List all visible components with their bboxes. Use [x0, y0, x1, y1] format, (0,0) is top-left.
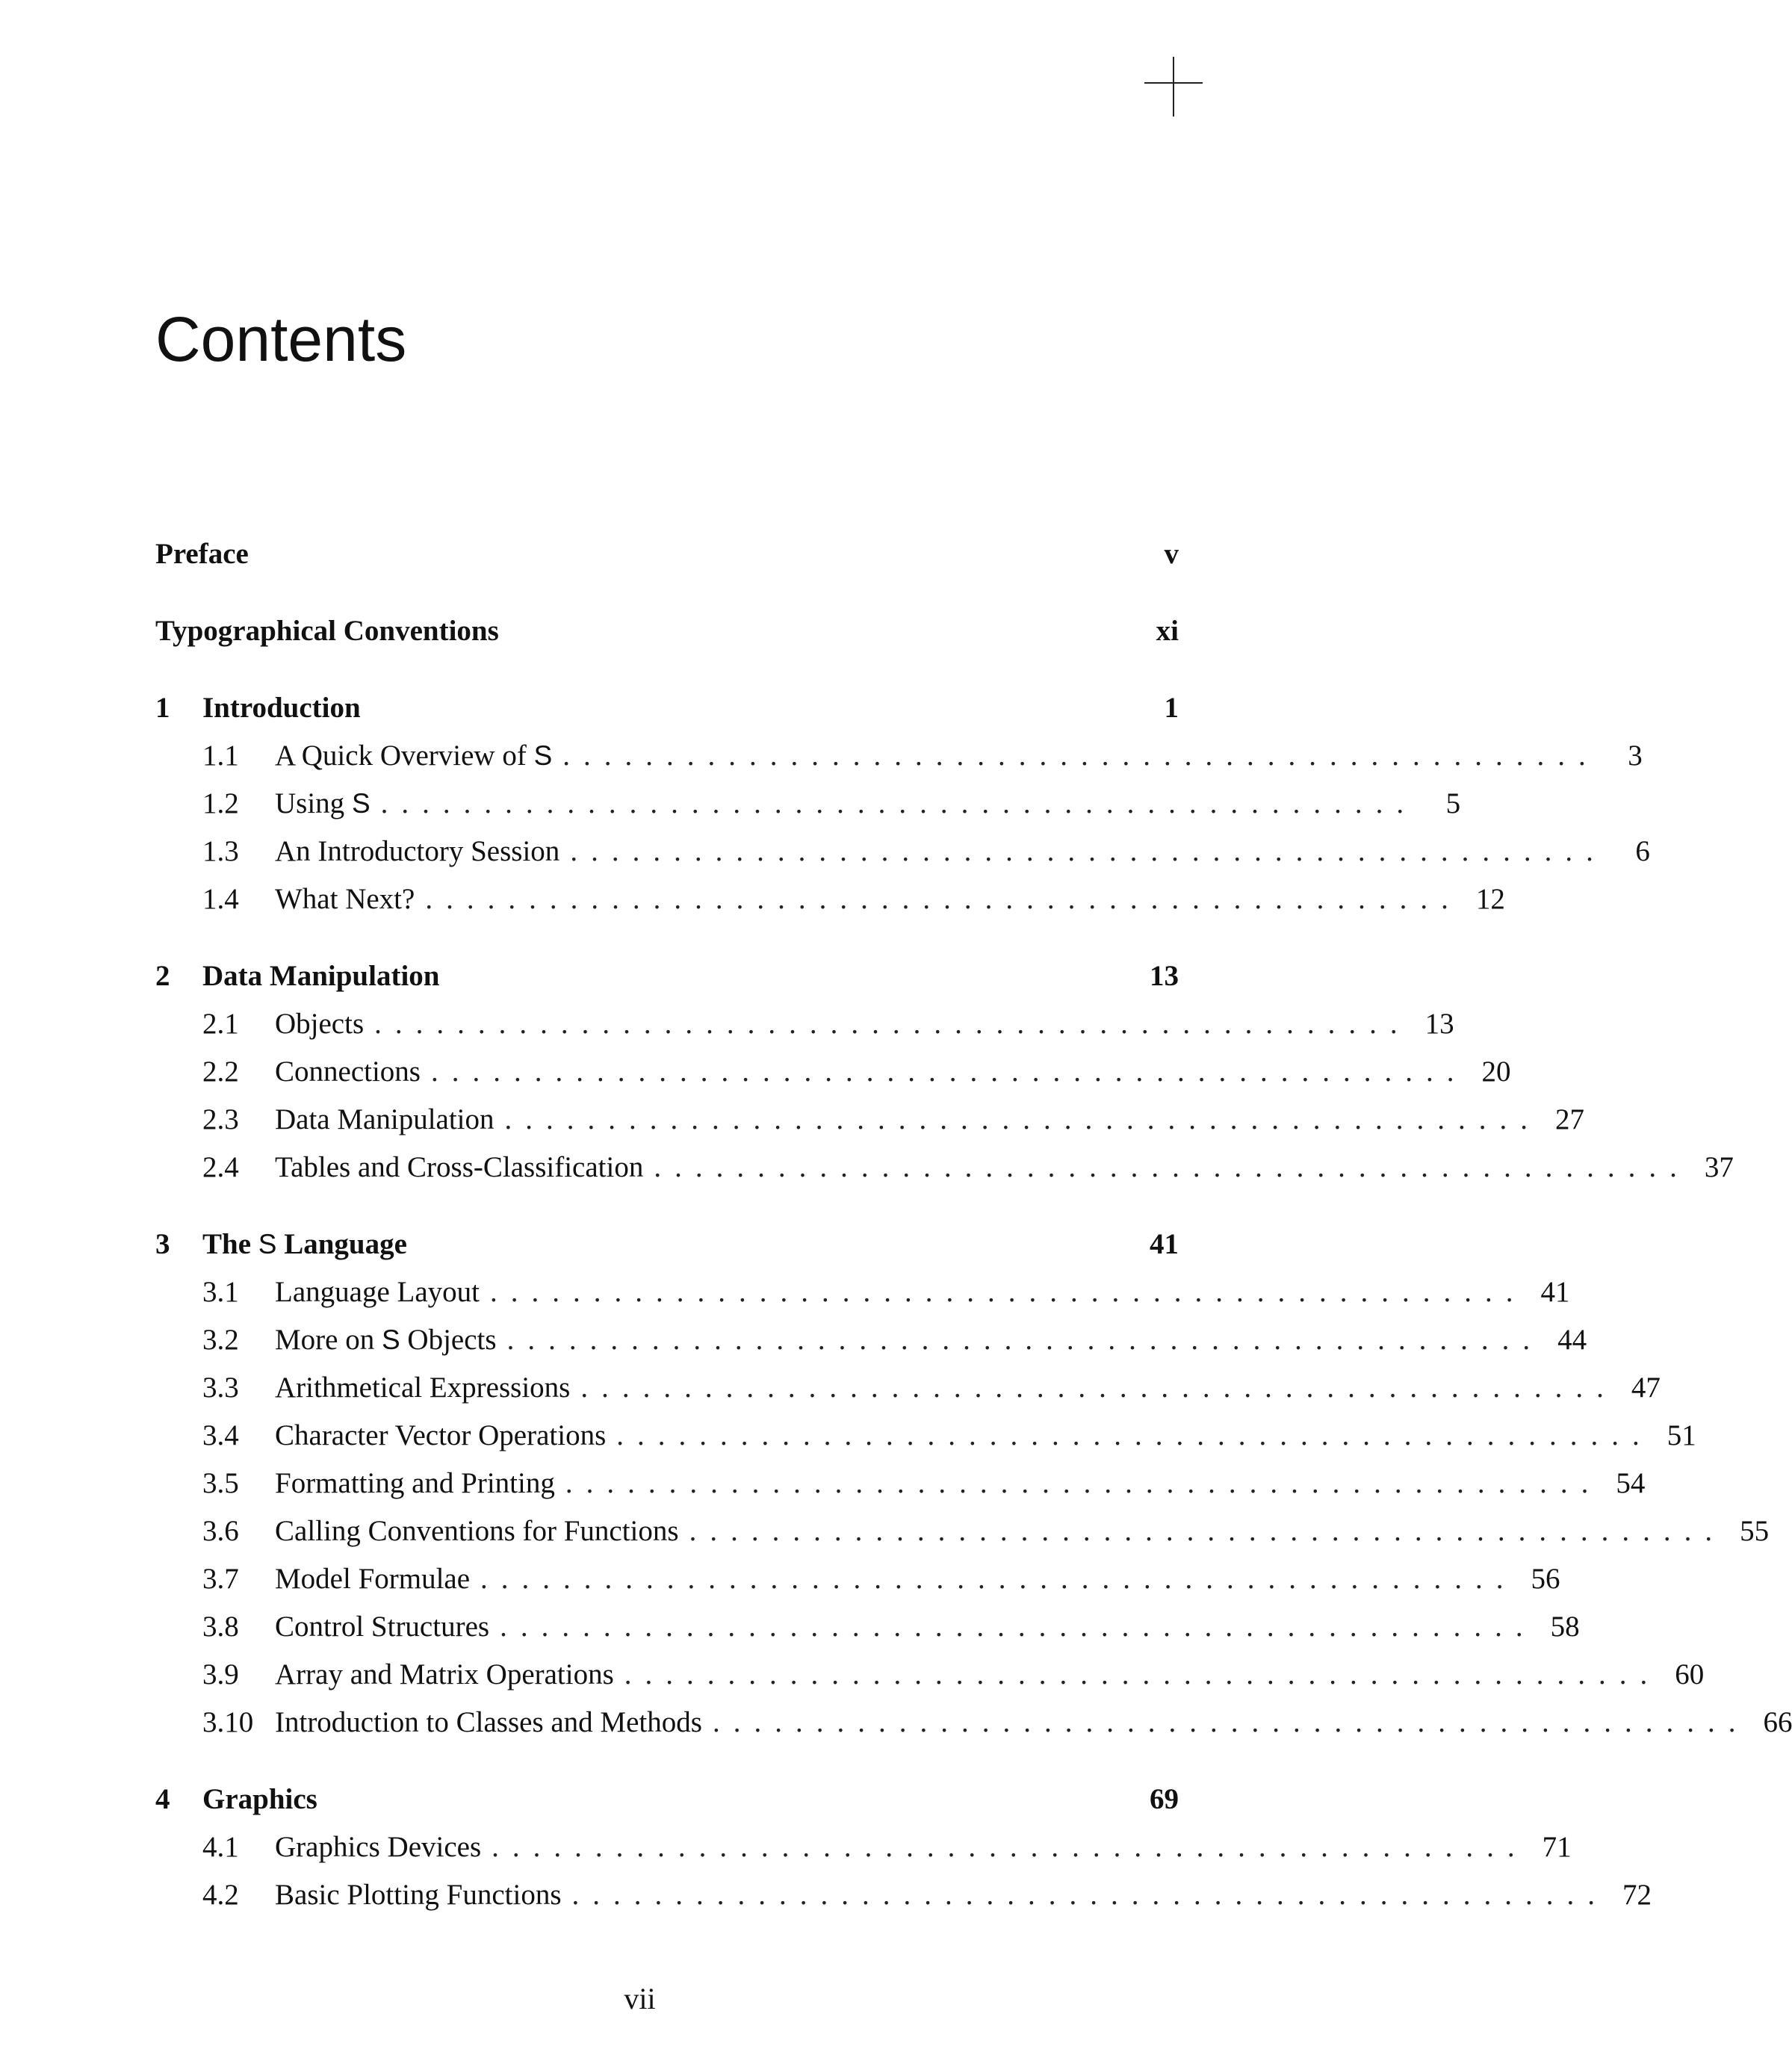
dot-leader: .................................................. [430, 1056, 1468, 1088]
toc-entry-label: Preface [155, 538, 249, 570]
dot-leader: .................................................. [562, 740, 1599, 772]
toc-section-2-2[interactable] [155, 1056, 1511, 1088]
section-page: 44 [1557, 1324, 1587, 1356]
section-number: 3.3 [202, 1372, 239, 1404]
dot-leader: .................................................. [654, 1151, 1690, 1183]
section-number: 3.8 [202, 1611, 239, 1643]
dot-leader: .................................................. [425, 883, 1462, 915]
section-number: 3.4 [202, 1419, 239, 1451]
section-number: 2.3 [202, 1103, 239, 1135]
section-number: 3.2 [202, 1324, 239, 1356]
dot-leader: .................................................. [492, 1831, 1528, 1863]
toc-section-3-6[interactable] [155, 1515, 1770, 1547]
section-number: 2.4 [202, 1151, 239, 1183]
section-number: 3.5 [202, 1467, 239, 1499]
section-title: Model Formulae [275, 1563, 471, 1595]
dot-leader: .................................................. [571, 1879, 1609, 1911]
dot-leader: .................................................. [374, 1008, 1411, 1040]
section-page: 13 [1424, 1008, 1454, 1040]
section-title: Formatting and Printing [275, 1467, 555, 1499]
toc-section-1-1[interactable] [155, 740, 1643, 772]
section-title: Language Layout [275, 1276, 480, 1308]
section-title: Connections [275, 1056, 421, 1088]
section-number: 3.1 [202, 1276, 239, 1308]
chapter-page: 1 [1164, 692, 1179, 724]
toc-chapter-2[interactable] [155, 961, 1179, 991]
section-page: 27 [1555, 1103, 1585, 1135]
section-page: 56 [1531, 1563, 1560, 1595]
section-title: Introduction to Classes and Methods [275, 1706, 702, 1738]
toc-chapter-4[interactable] [155, 1785, 1179, 1814]
chapter-number: 4 [155, 1783, 170, 1815]
section-page: 37 [1704, 1151, 1734, 1183]
section-title: An Introductory Session [275, 835, 560, 867]
section-number: 1.2 [202, 787, 239, 819]
dot-leader: .................................................. [570, 835, 1607, 867]
toc-chapter-3[interactable] [155, 1230, 1179, 1259]
dot-leader: .................................................. [489, 1276, 1527, 1308]
section-number: 1.4 [202, 883, 239, 915]
section-number: 3.7 [202, 1563, 239, 1595]
page-number-footer: vii [624, 1982, 656, 2015]
toc-section-3-8[interactable] [155, 1611, 1580, 1643]
section-page: 20 [1481, 1056, 1511, 1088]
chapter-title: The S Language [202, 1228, 407, 1260]
dot-leader: .................................................. [565, 1467, 1602, 1499]
section-page: 41 [1540, 1276, 1570, 1308]
toc-section-2-3[interactable] [155, 1103, 1585, 1135]
dot-leader: .................................................. [624, 1658, 1661, 1690]
toc-section-3-9[interactable] [155, 1658, 1705, 1690]
toc-chapter-1[interactable] [155, 693, 1179, 722]
section-title: Control Structures [275, 1611, 490, 1643]
section-number: 4.1 [202, 1831, 239, 1863]
toc-section-2-4[interactable] [155, 1151, 1734, 1183]
toc-section-3-3[interactable] [155, 1372, 1661, 1404]
chapter-number: 2 [155, 960, 170, 992]
section-title: Graphics Devices [275, 1831, 482, 1863]
section-page: 72 [1622, 1879, 1652, 1911]
section-page: 71 [1542, 1831, 1572, 1863]
chapter-number: 3 [155, 1228, 170, 1260]
toc-section-3-10[interactable] [155, 1706, 1792, 1738]
toc-entry-typographical-conventions[interactable] [155, 616, 1179, 645]
table-of-contents [155, 538, 1792, 1911]
dot-leader: .................................................. [480, 1563, 1517, 1595]
chapter-page: 69 [1150, 1783, 1179, 1815]
section-number: 1.3 [202, 835, 239, 867]
section-title: Tables and Cross-Classification [275, 1151, 644, 1183]
section-title: What Next? [275, 883, 415, 915]
section-number: 2.2 [202, 1056, 239, 1088]
toc-section-1-3[interactable] [155, 835, 1650, 867]
section-title: Arithmetical Expressions [275, 1372, 571, 1404]
chapter-title: Introduction [202, 692, 361, 724]
toc-section-3-1[interactable] [155, 1276, 1570, 1308]
section-number: 1.1 [202, 740, 239, 772]
toc-section-3-5[interactable] [155, 1467, 1646, 1499]
section-number: 2.1 [202, 1008, 239, 1040]
section-page: 47 [1631, 1372, 1661, 1404]
section-page: 3 [1628, 740, 1643, 772]
toc-section-1-4[interactable] [155, 883, 1505, 915]
section-title: Character Vector Operations [275, 1419, 607, 1451]
page-title: Contents [155, 304, 407, 374]
section-page: 54 [1616, 1467, 1646, 1499]
chapter-page: 13 [1150, 960, 1179, 992]
dot-leader: .................................................. [712, 1706, 1749, 1738]
toc-section-1-2[interactable] [155, 787, 1461, 819]
dot-leader: .................................................. [616, 1419, 1653, 1451]
chapter-page: 41 [1150, 1228, 1179, 1260]
toc-section-3-7[interactable] [155, 1563, 1560, 1595]
section-title: Using S [275, 787, 371, 819]
section-page: 66 [1763, 1706, 1792, 1738]
section-title: Array and Matrix Operations [275, 1658, 614, 1690]
section-page: 55 [1740, 1515, 1770, 1547]
dot-leader: .................................................. [380, 787, 1418, 819]
chapter-title: Data Manipulation [202, 960, 440, 992]
dot-leader: .................................................. [580, 1372, 1617, 1404]
section-title: Objects [275, 1008, 365, 1040]
section-title: A Quick Overview of S [275, 740, 553, 772]
section-number: 4.2 [202, 1879, 239, 1911]
section-title: More on S Objects [275, 1324, 497, 1356]
dot-leader: .................................................. [689, 1515, 1726, 1547]
chapter-number: 1 [155, 692, 170, 724]
section-page: 51 [1667, 1419, 1696, 1451]
toc-entry-page: xi [1156, 615, 1179, 647]
toc-entry-page: v [1164, 538, 1179, 570]
dot-leader: .................................................. [504, 1103, 1542, 1135]
crop-mark-vertical [1173, 57, 1174, 117]
toc-section-2-1[interactable] [155, 1008, 1454, 1040]
toc-entry-label: Typographical Conventions [155, 615, 499, 647]
section-page: 60 [1675, 1658, 1705, 1690]
toc-section-4-1[interactable] [155, 1831, 1572, 1863]
toc-section-4-2[interactable] [155, 1879, 1652, 1911]
dot-leader: .................................................. [500, 1611, 1537, 1643]
toc-section-3-4[interactable] [155, 1419, 1696, 1451]
section-page: 6 [1635, 835, 1650, 867]
chapter-title: Graphics [202, 1783, 317, 1815]
section-title: Calling Conventions for Functions [275, 1515, 679, 1547]
section-number: 3.10 [202, 1706, 254, 1738]
section-number: 3.9 [202, 1658, 239, 1690]
section-page: 5 [1445, 787, 1461, 819]
section-page: 12 [1475, 883, 1505, 915]
section-page: 58 [1550, 1611, 1580, 1643]
section-title: Data Manipulation [275, 1103, 494, 1135]
toc-section-3-2[interactable] [155, 1324, 1587, 1356]
section-number: 3.6 [202, 1515, 239, 1547]
dot-leader: .................................................. [506, 1324, 1544, 1356]
toc-entry-preface[interactable] [155, 539, 1179, 568]
section-title: Basic Plotting Functions [275, 1879, 562, 1911]
